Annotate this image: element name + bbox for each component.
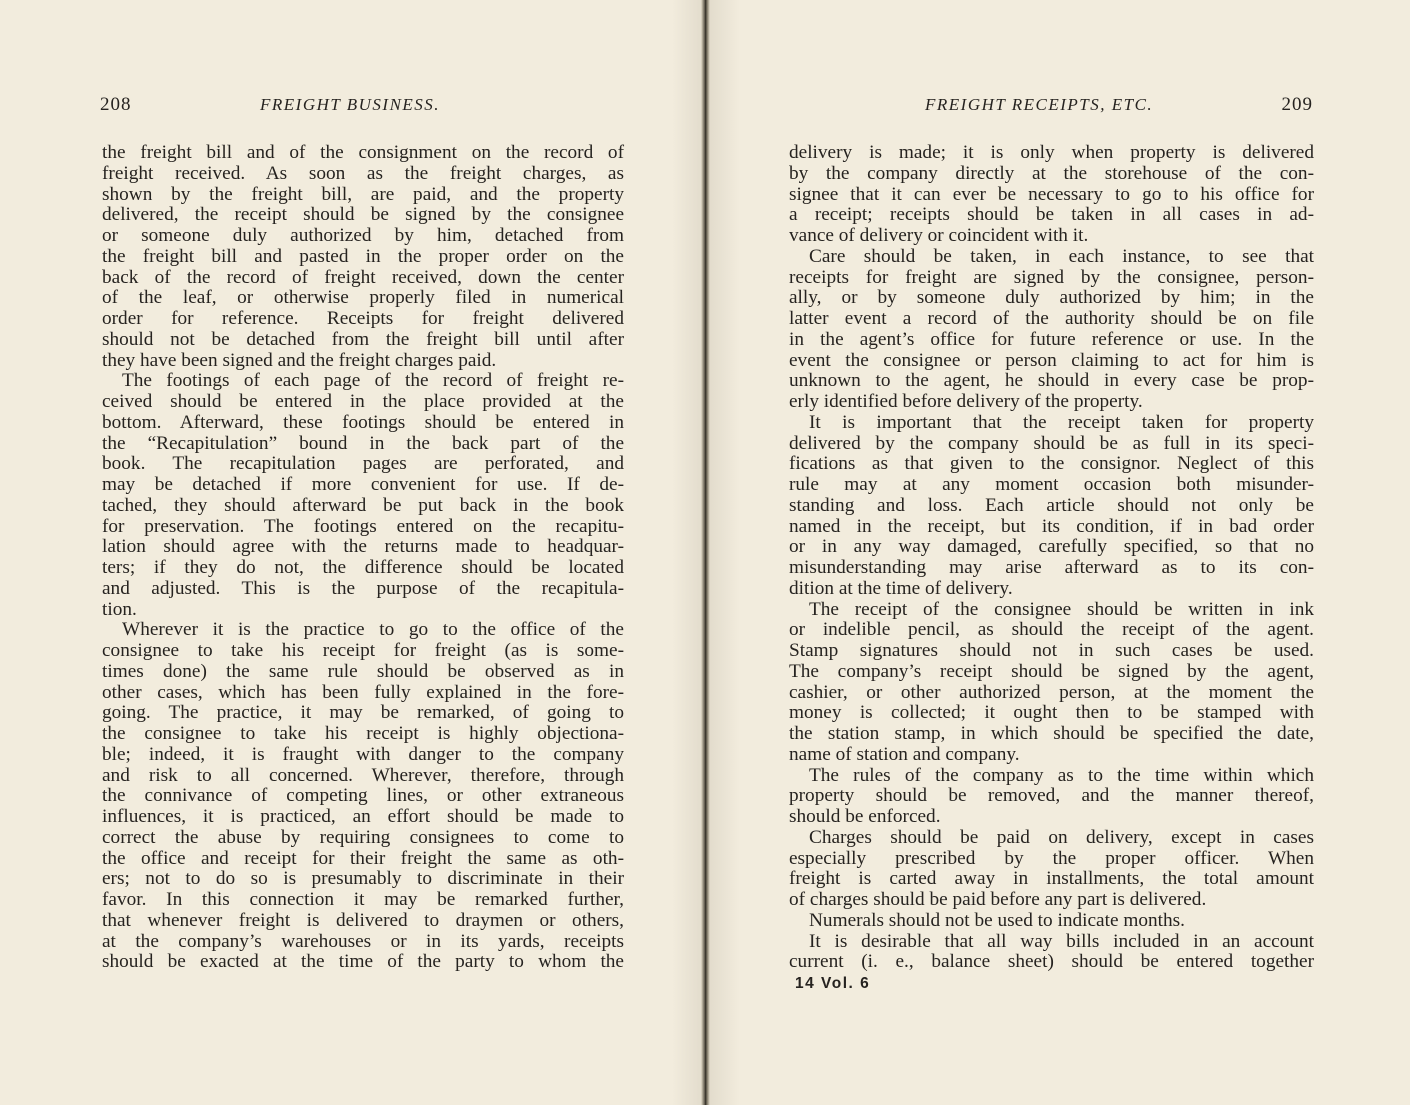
left-page-body [102, 143, 624, 973]
text-line: misunderstanding may arise afterward as to its con- [789, 557, 1314, 578]
text-line: Numerals should not be used to indicate months. [809, 909, 1185, 931]
text-line: latter event a record of the authority should be on file [789, 308, 1314, 329]
text-line: consignee to take his receipt for freight (as is some- [102, 640, 624, 661]
text-line: The company’s receipt should be signed by the agent, [789, 660, 1314, 682]
text-line: the freight bill and pasted in the proper order on the [102, 245, 624, 267]
text-line: name of station and company. [789, 743, 1020, 765]
text-line: signee that it can ever be necessary to go to his office for [789, 183, 1314, 205]
text-line: bottom. Afterward, these footings should be entered in [102, 411, 624, 433]
text-line: the connivance of competing lines, or other extraneous [102, 785, 624, 807]
text-line: property should be removed, and the manner thereof, [789, 785, 1314, 807]
text-line: especially prescribed by the proper officer. When [789, 847, 1314, 869]
text-line: the “Recapitulation” bound in the back part of the [102, 432, 624, 454]
text-line: delivered by the company should be as full in its speci- [789, 432, 1314, 454]
text-line: dition at the time of delivery. [789, 577, 1013, 599]
text-line: should not be detached from the freight bill until after [102, 328, 624, 350]
text-line: at the company’s warehouses or in its yards, receipts [102, 930, 624, 952]
text-line: vance of delivery or coincident with it. [789, 225, 1089, 246]
left-running-head: FREIGHT BUSINESS. [260, 95, 441, 114]
right-page-body [789, 143, 1314, 973]
text-line: order for reference. Receipts for freight delivered [102, 308, 624, 329]
text-line: Wherever it is the practice to go to the office of the [122, 619, 624, 641]
text-line: ally, or by someone duly authorized by him; in the [789, 287, 1314, 309]
text-line: The footings of each page of the record of freight re- [122, 370, 624, 392]
text-line: back of the record of freight received, down the center [102, 266, 624, 288]
text-line: may be detached if more convenient for use. If de- [102, 474, 624, 495]
text-line: Stamp signatures should not in such cases be used. [789, 640, 1314, 661]
text-line: It is important that the receipt taken for property [809, 411, 1314, 433]
left-page-number: 208 [100, 94, 132, 115]
text-line: or in any way damaged, carefully specified, so that no [789, 536, 1314, 558]
text-line: and risk to all concerned. Wherever, therefore, through [102, 764, 624, 786]
text-line: or someone duly authorized by him, detached from [102, 225, 624, 246]
text-line: erly identified before delivery of the property. [789, 391, 1143, 412]
text-line: The receipt of the consignee should be written in ink [809, 598, 1314, 620]
signature-mark: 14 Vol. 6 [795, 975, 871, 992]
text-line: fications as that given to the consignor. Neglect of this [789, 453, 1314, 475]
text-line: Charges should be paid on delivery, except in cases [809, 826, 1314, 848]
left-page-header [100, 94, 625, 120]
text-line: in the agent’s office for future reference or use. In the [789, 328, 1314, 350]
text-line: and adjusted. This is the purpose of the recapitula- [102, 577, 624, 599]
text-line: ers; not to do so is presumably to discriminate in their [102, 868, 624, 890]
text-line: The rules of the company as to the time within which [809, 764, 1314, 786]
gutter-shadow-right [710, 0, 740, 1105]
right-page-number: 209 [1281, 94, 1313, 115]
text-line: lation should agree with the returns made to headquar- [102, 536, 624, 558]
text-line: tached, they should afterward be put back in the book [102, 494, 624, 516]
text-line: cashier, or other authorized person, at the moment the [789, 681, 1314, 703]
text-line: by the company directly at the storehouse of the con- [789, 162, 1314, 184]
text-line: delivered, the receipt should be signed by the consignee [102, 204, 624, 226]
right-page [705, 0, 1410, 1105]
text-line: influences, it is practiced, an effort should be made to [102, 806, 624, 827]
text-line: unknown to the agent, he should in every case be prop- [789, 370, 1314, 392]
text-line: that whenever freight is delivered to draymen or others, [102, 909, 624, 931]
text-line: receipts for freight are signed by the consignee, person- [789, 266, 1314, 288]
text-line: ters; if they do not, the difference should be located [102, 557, 624, 578]
text-line: or indelible pencil, as should the receipt of the agent. [789, 619, 1314, 641]
text-line: correct the abuse by requiring consignees to come to [102, 826, 624, 848]
text-line: It is desirable that all way bills included in an account [809, 930, 1314, 952]
text-line: Care should be taken, in each instance, to see that [809, 245, 1314, 267]
text-line: ceived should be entered in the place provided at the [102, 391, 624, 412]
text-line: going. The practice, it may be remarked, of going to [102, 702, 624, 724]
text-line: the station stamp, in which should be specified the date, [789, 723, 1314, 744]
text-line: ble; indeed, it is fraught with danger to the company [102, 743, 624, 765]
text-line: should be enforced. [789, 806, 941, 827]
book-gutter [701, 0, 710, 1105]
text-line: tion. [102, 598, 137, 620]
right-page-header [790, 94, 1313, 120]
gutter-shadow-left [672, 0, 702, 1105]
text-line: shown by the freight bill, are paid, and the property [102, 183, 624, 205]
text-line: should be exacted at the time of the party to whom the [102, 951, 624, 973]
text-line: the office and receipt for their freight the same as oth- [102, 847, 624, 869]
text-line: of charges should be paid before any part is delivered. [789, 889, 1207, 910]
text-line: the freight bill and of the consignment on the record of [102, 142, 624, 163]
text-line: other cases, which has been fully explained in the fore- [102, 681, 624, 703]
text-line: named in the receipt, but its condition, if in bad order [789, 515, 1314, 537]
text-line: money is collected; it ought then to be stamped with [789, 702, 1314, 724]
text-line: favor. In this connection it may be remarked further, [102, 889, 624, 910]
text-line: the consignee to take his receipt is highly objectiona- [102, 723, 624, 744]
text-line: book. The recapitulation pages are perforated, and [102, 453, 624, 475]
text-line: standing and loss. Each article should not only be [789, 494, 1314, 516]
text-line: they have been signed and the freight charges paid. [102, 349, 497, 371]
text-line: a receipt; receipts should be taken in all cases in ad- [789, 204, 1314, 226]
text-line: current (i. e., balance sheet) should be entered together [789, 951, 1314, 973]
text-line: freight is carted away in installments, the total amount [789, 868, 1314, 890]
text-line: rule may at any moment occasion both misunder- [789, 474, 1314, 495]
text-line: times done) the same rule should be observed as in [102, 660, 624, 682]
right-running-head: FREIGHT RECEIPTS, ETC. [925, 95, 1154, 114]
text-line: of the leaf, or otherwise properly filed in numerical [102, 287, 624, 309]
text-line: delivery is made; it is only when property is delivered [789, 142, 1314, 163]
text-line: event the consignee or person claiming to act for him is [789, 349, 1314, 371]
text-line: freight received. As soon as the freight charges, as [102, 162, 624, 184]
text-line: for preservation. The footings entered on the recapitu- [102, 515, 624, 537]
